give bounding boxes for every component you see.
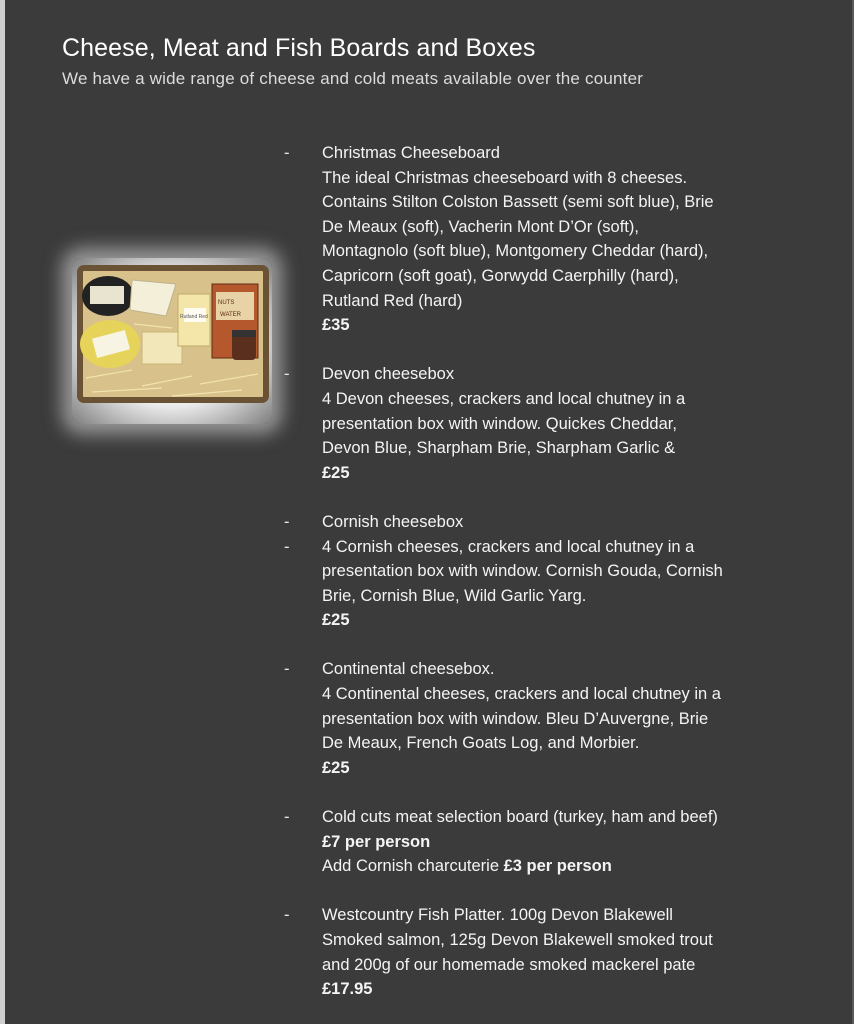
item-description: 4 Continental cheeses, crackers and local chutney in a [322,685,721,704]
item-name: Cold cuts meat selection board (turkey, ham and beef) [322,808,718,827]
item-name: Continental cheesebox. [322,660,495,679]
item-description: Contains Stilton Colston Bassett (semi soft blue), Brie [322,193,714,212]
list-dash: - [284,512,290,531]
item-price: £17.95 [322,980,373,999]
page-title: Cheese, Meat and Fish Boards and Boxes [62,34,536,62]
crackers-label: NUTS [218,300,235,306]
list-item [282,510,812,535]
item-price: £25 [322,611,350,630]
item-description: presentation box with window. Cornish Gouda, Cornish [322,562,723,581]
item-description: Capricorn (soft goat), Gorwydd Caerphilly (hard), [322,266,679,285]
item-description: Montagnolo (soft blue), Montgomery Cheddar (hard), [322,242,709,261]
water-label: WATER [220,312,241,318]
list-dash: - [284,365,290,384]
item-name: Christmas Cheeseboard [322,144,500,162]
item-description: Devon Blue, Sharpham Brie, Sharpham Garlic & [322,439,676,458]
item-price: £35 [322,316,350,335]
list-item [282,805,812,879]
list-item [282,141,812,338]
addon-line [322,854,812,879]
cheese-label: Rutland Red [180,314,208,320]
list-item [282,657,812,780]
item-description: Rutland Red (hard) [322,291,463,310]
item-description: presentation box with window. Bleu D’Auvergne, Brie [322,709,709,728]
item-name: Westcountry Fish Platter. 100g Devon Blakewell [322,906,673,925]
cheeseboard-photo [72,258,272,424]
item-description: Smoked salmon, 125g Devon Blakewell smoked trout [322,931,713,949]
list-dash: - [284,906,290,925]
item-price: £25 [322,463,350,482]
addon-price: £3 per person [503,857,612,876]
item-description: De Meaux (soft), Vacherin Mont D’Or (soft), [322,217,639,236]
product-list [282,141,812,1002]
item-name: Devon cheesebox [322,365,455,384]
list-dash: - [284,537,290,556]
item-description: Brie, Cornish Blue, Wild Garlic Yarg. [322,586,587,605]
item-name: Cornish cheesebox [322,512,464,531]
page-edge-left [0,0,5,1024]
item-price: £25 [322,758,350,777]
item-description: 4 Cornish cheeses, crackers and local chutney in a [322,537,695,556]
list-dash: - [284,660,290,679]
list-item [282,362,812,485]
item-description: De Meaux, French Goats Log, and Morbier. [322,734,640,753]
item-description: presentation box with window. Quickes Cheddar, [322,414,677,433]
page-subtitle: We have a wide range of cheese and cold meats available over the counter [62,69,644,88]
item-price: £7 per person [322,832,431,851]
list-item [282,903,812,1001]
item-description: and 200g of our homemade smoked mackerel pate [322,955,696,974]
item-description: 4 Devon cheeses, crackers and local chutney in a [322,389,686,408]
list-item [282,535,812,633]
addon-text: Add Cornish charcuterie [322,857,504,876]
list-dash: - [284,144,290,162]
list-dash: - [284,808,290,827]
item-description: The ideal Christmas cheeseboard with 8 cheeses. [322,168,688,187]
